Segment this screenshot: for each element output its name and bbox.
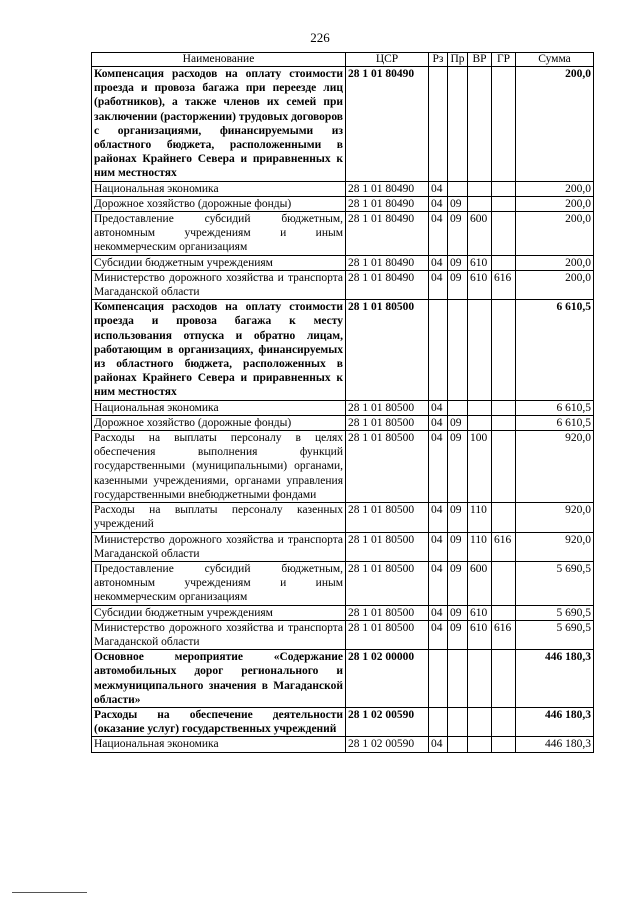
cell-csr: 28 1 01 80490	[346, 270, 429, 299]
cell-rz: 04	[429, 196, 448, 211]
cell-gr	[492, 67, 516, 182]
cell-csr: 28 1 01 80500	[346, 415, 429, 430]
cell-gr	[492, 196, 516, 211]
cell-gr	[492, 415, 516, 430]
cell-pr: 09	[448, 503, 468, 532]
cell-pr	[448, 400, 468, 415]
cell-rz	[429, 67, 448, 182]
cell-rz: 04	[429, 181, 448, 196]
cell-name: Компенсация расходов на оплату стоимости проезда и провоза багажа к месту использования отпуска и обратно лицам, работающим в организациях, финансируемых из областного бюджета, расположенных в районах Крайнего Севера и приравненных к ним местностях	[92, 300, 346, 400]
cell-pr: 09	[448, 212, 468, 256]
cell-pr: 09	[448, 270, 468, 299]
cell-rz: 04	[429, 561, 448, 605]
cell-gr	[492, 707, 516, 736]
cell-gr	[492, 737, 516, 752]
cell-csr: 28 1 01 80500	[346, 431, 429, 503]
table-row	[92, 300, 594, 400]
table-row	[92, 400, 594, 415]
cell-name: Министерство дорожного хозяйства и транспорта Магаданской области	[92, 532, 346, 561]
cell-vr	[468, 181, 492, 196]
cell-rz: 04	[429, 400, 448, 415]
table-row	[92, 212, 594, 256]
cell-vr: 100	[468, 431, 492, 503]
cell-name: Предоставление субсидий бюджетным, автономным учреждениям и иным некоммерческим организациям	[92, 561, 346, 605]
header-gr: ГР	[492, 53, 516, 67]
cell-vr: 610	[468, 255, 492, 270]
header-name: Наименование	[92, 53, 346, 67]
cell-pr: 09	[448, 255, 468, 270]
table-body	[92, 67, 594, 753]
cell-name: Расходы на выплаты персоналу казенных учреждений	[92, 503, 346, 532]
cell-gr	[492, 400, 516, 415]
cell-sum: 200,0	[516, 255, 594, 270]
header-sum: Сумма	[516, 53, 594, 67]
cell-csr: 28 1 01 80500	[346, 503, 429, 532]
cell-pr	[448, 650, 468, 708]
cell-sum: 6 610,5	[516, 300, 594, 400]
cell-sum: 200,0	[516, 181, 594, 196]
cell-rz: 04	[429, 431, 448, 503]
table-row	[92, 605, 594, 620]
cell-vr: 600	[468, 212, 492, 256]
table-row	[92, 196, 594, 211]
cell-csr: 28 1 02 00590	[346, 707, 429, 736]
table-row	[92, 650, 594, 708]
footer-divider	[12, 892, 87, 893]
cell-pr: 09	[448, 620, 468, 649]
cell-name: Компенсация расходов на оплату стоимости проезда и провоза багажа при переезде лиц (работников), а также членов их семей при заключении (расторжении) трудовых договоров с организациями, финансируемыми из областного бюджета, расположенными в районах Крайнего Севера и приравненных к ним местностях	[92, 67, 346, 182]
cell-gr	[492, 605, 516, 620]
table-row	[92, 67, 594, 182]
cell-vr	[468, 400, 492, 415]
table-row	[92, 431, 594, 503]
table-row	[92, 707, 594, 736]
cell-csr: 28 1 01 80490	[346, 181, 429, 196]
cell-vr	[468, 650, 492, 708]
table-row	[92, 270, 594, 299]
cell-csr: 28 1 01 80500	[346, 561, 429, 605]
cell-vr: 610	[468, 270, 492, 299]
cell-rz: 04	[429, 503, 448, 532]
cell-gr	[492, 431, 516, 503]
cell-sum: 920,0	[516, 431, 594, 503]
table-row	[92, 415, 594, 430]
cell-vr: 610	[468, 605, 492, 620]
cell-vr	[468, 707, 492, 736]
cell-vr: 600	[468, 561, 492, 605]
cell-csr: 28 1 01 80490	[346, 196, 429, 211]
cell-vr	[468, 737, 492, 752]
cell-gr: 616	[492, 270, 516, 299]
cell-sum: 200,0	[516, 67, 594, 182]
cell-sum: 200,0	[516, 270, 594, 299]
table-header-row	[92, 53, 594, 67]
cell-sum: 446 180,3	[516, 737, 594, 752]
cell-sum: 200,0	[516, 196, 594, 211]
header-rz: Рз	[429, 53, 448, 67]
cell-sum: 200,0	[516, 212, 594, 256]
cell-vr	[468, 415, 492, 430]
cell-gr	[492, 503, 516, 532]
header-csr: ЦСР	[346, 53, 429, 67]
cell-vr	[468, 67, 492, 182]
cell-rz: 04	[429, 737, 448, 752]
cell-pr	[448, 67, 468, 182]
header-vr: ВР	[468, 53, 492, 67]
cell-csr: 28 1 01 80500	[346, 300, 429, 400]
cell-sum: 920,0	[516, 532, 594, 561]
cell-vr	[468, 196, 492, 211]
cell-sum: 920,0	[516, 503, 594, 532]
cell-gr	[492, 300, 516, 400]
cell-name: Субсидии бюджетным учреждениям	[92, 605, 346, 620]
cell-rz	[429, 707, 448, 736]
cell-pr: 09	[448, 431, 468, 503]
cell-vr: 110	[468, 503, 492, 532]
cell-rz: 04	[429, 620, 448, 649]
page-number: 226	[310, 30, 330, 45]
cell-name: Субсидии бюджетным учреждениям	[92, 255, 346, 270]
cell-vr: 110	[468, 532, 492, 561]
cell-rz: 04	[429, 532, 448, 561]
cell-csr: 28 1 01 80490	[346, 255, 429, 270]
cell-pr: 09	[448, 415, 468, 430]
table-row	[92, 561, 594, 605]
cell-rz: 04	[429, 605, 448, 620]
cell-csr: 28 1 01 80500	[346, 532, 429, 561]
cell-rz	[429, 650, 448, 708]
cell-pr	[448, 737, 468, 752]
cell-pr: 09	[448, 532, 468, 561]
cell-sum: 6 610,5	[516, 415, 594, 430]
cell-name: Предоставление субсидий бюджетным, автономным учреждениям и иным некоммерческим организациям	[92, 212, 346, 256]
cell-csr: 28 1 01 80500	[346, 400, 429, 415]
table-row	[92, 620, 594, 649]
table-row	[92, 503, 594, 532]
cell-gr	[492, 255, 516, 270]
cell-pr	[448, 707, 468, 736]
cell-csr: 28 1 02 00590	[346, 737, 429, 752]
cell-rz: 04	[429, 270, 448, 299]
header-pr: Пр	[448, 53, 468, 67]
table-row	[92, 737, 594, 752]
cell-sum: 5 690,5	[516, 620, 594, 649]
cell-vr: 610	[468, 620, 492, 649]
cell-gr	[492, 561, 516, 605]
cell-gr: 616	[492, 620, 516, 649]
cell-sum: 6 610,5	[516, 400, 594, 415]
cell-csr: 28 1 01 80500	[346, 605, 429, 620]
cell-gr	[492, 212, 516, 256]
cell-csr: 28 1 01 80490	[346, 212, 429, 256]
cell-gr: 616	[492, 532, 516, 561]
cell-sum: 446 180,3	[516, 650, 594, 708]
cell-name: Расходы на выплаты персоналу в целях обеспечения выполнения функций государственными (муниципальными) органами, казенными учреждениями, органами управления государственными внебюджетными фондами	[92, 431, 346, 503]
cell-rz: 04	[429, 212, 448, 256]
cell-pr: 09	[448, 561, 468, 605]
cell-rz: 04	[429, 255, 448, 270]
cell-vr	[468, 300, 492, 400]
budget-table	[91, 52, 594, 753]
cell-name: Дорожное хозяйство (дорожные фонды)	[92, 415, 346, 430]
cell-pr: 09	[448, 605, 468, 620]
cell-name: Национальная экономика	[92, 181, 346, 196]
cell-pr	[448, 300, 468, 400]
cell-pr: 09	[448, 196, 468, 211]
cell-rz: 04	[429, 415, 448, 430]
cell-name: Министерство дорожного хозяйства и транспорта Магаданской области	[92, 620, 346, 649]
table-row	[92, 181, 594, 196]
cell-csr: 28 1 02 00000	[346, 650, 429, 708]
table-row	[92, 255, 594, 270]
cell-name: Национальная экономика	[92, 737, 346, 752]
cell-pr	[448, 181, 468, 196]
cell-name: Основное мероприятие «Содержание автомобильных дорог регионального и межмуниципального значения в Магаданской области»	[92, 650, 346, 708]
cell-csr: 28 1 01 80500	[346, 620, 429, 649]
cell-csr: 28 1 01 80490	[346, 67, 429, 182]
cell-gr	[492, 181, 516, 196]
cell-gr	[492, 650, 516, 708]
cell-name: Дорожное хозяйство (дорожные фонды)	[92, 196, 346, 211]
table-row	[92, 532, 594, 561]
cell-name: Расходы на обеспечение деятельности (оказание услуг) государственных учреждений	[92, 707, 346, 736]
cell-sum: 5 690,5	[516, 561, 594, 605]
cell-name: Национальная экономика	[92, 400, 346, 415]
cell-rz	[429, 300, 448, 400]
cell-sum: 446 180,3	[516, 707, 594, 736]
cell-sum: 5 690,5	[516, 605, 594, 620]
cell-name: Министерство дорожного хозяйства и транспорта Магаданской области	[92, 270, 346, 299]
